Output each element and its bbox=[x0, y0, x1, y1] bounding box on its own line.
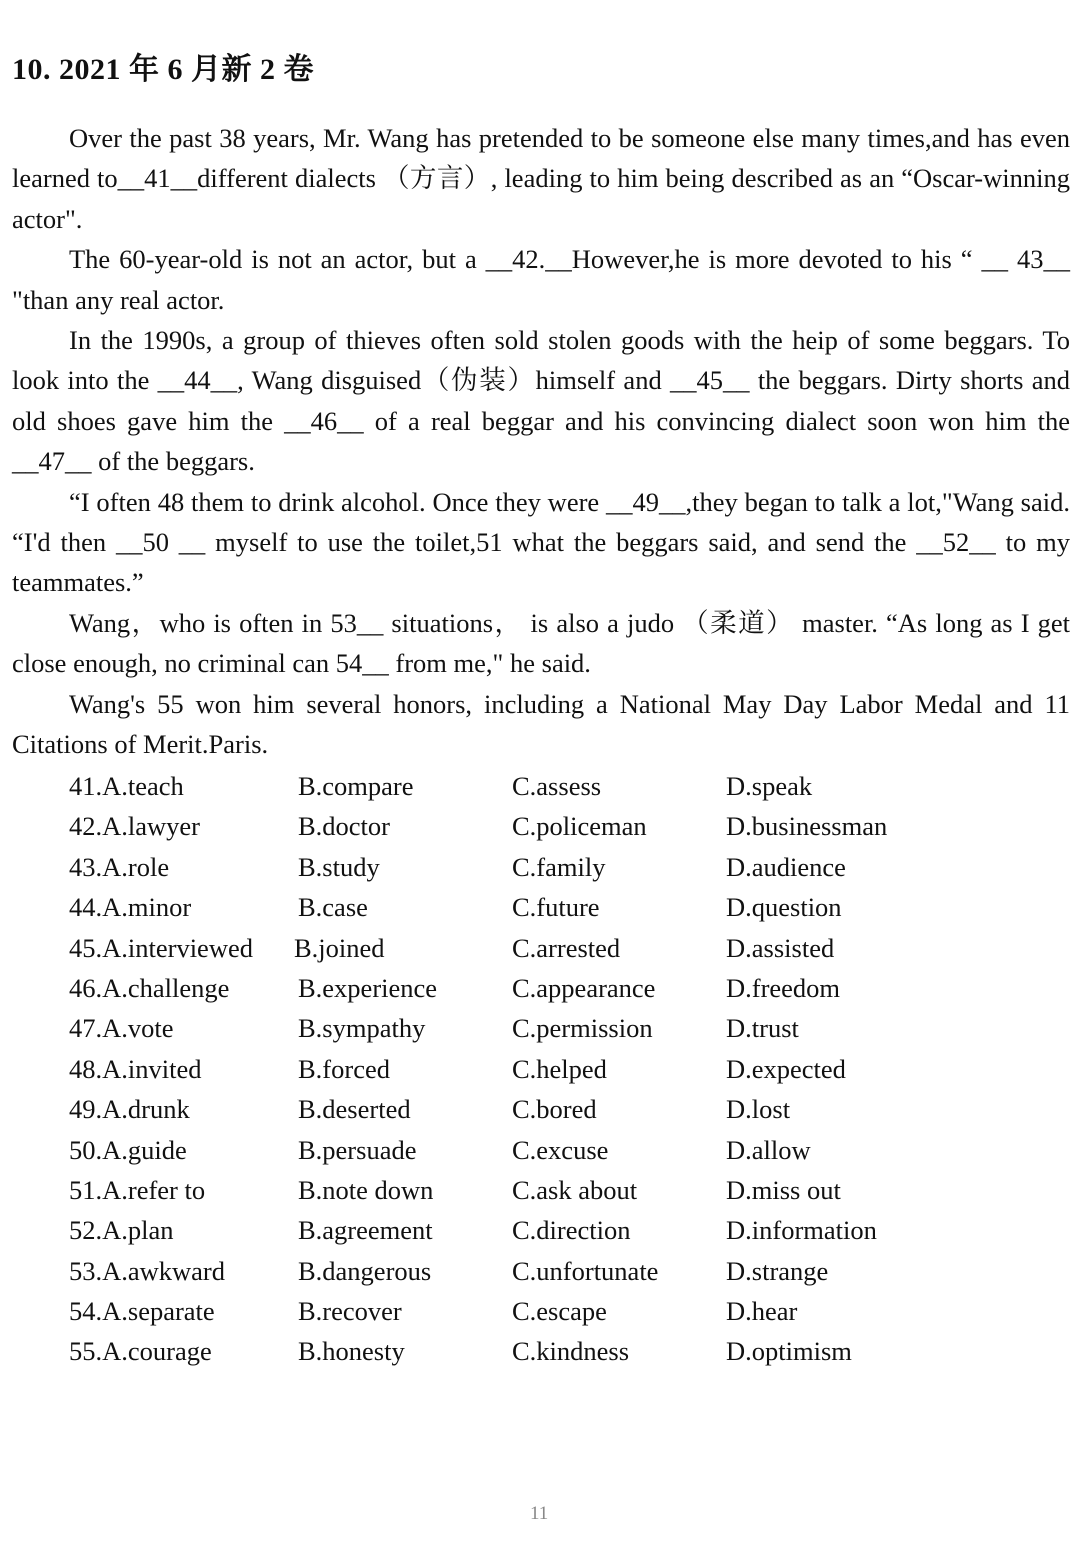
passage-paragraph-6: Wang's 55 won him several honors, including a National May Day Labor Medal and 11 Citations of Merit.Paris. bbox=[12, 688, 1070, 760]
option-b: B.doctor bbox=[298, 811, 390, 842]
option-row-53 bbox=[69, 1251, 1069, 1291]
option-a: 47.A.vote bbox=[69, 1013, 174, 1044]
option-a: 44.A.minor bbox=[69, 892, 192, 923]
passage-paragraph-4: “I often 48 them to drink alcohol. Once they were __49__,they began to talk a lot,"Wang said. “I'd then __50 __ myself to use the toilet,51 what the beggars said, and send the __52__ to my teammates.” bbox=[12, 486, 1070, 598]
option-c: C.direction bbox=[512, 1215, 631, 1246]
option-a: 54.A.separate bbox=[69, 1296, 215, 1327]
option-row-46 bbox=[69, 968, 1069, 1008]
option-d: D.allow bbox=[726, 1134, 811, 1165]
option-c: C.unfortunate bbox=[512, 1255, 659, 1286]
option-row-55 bbox=[69, 1331, 1069, 1371]
option-a: 42.A.lawyer bbox=[69, 811, 200, 842]
option-c: C.arrested bbox=[512, 932, 621, 963]
option-b: B.recover bbox=[298, 1296, 402, 1327]
option-c: C.excuse bbox=[512, 1134, 609, 1165]
option-d: D.miss out bbox=[726, 1174, 841, 1205]
option-d: D.assisted bbox=[726, 932, 835, 963]
option-row-47 bbox=[69, 1008, 1069, 1048]
option-b: B.case bbox=[298, 892, 368, 923]
option-d: D.optimism bbox=[726, 1336, 852, 1367]
passage bbox=[12, 118, 1070, 765]
option-b: B.dangerous bbox=[298, 1255, 432, 1286]
option-c: C.family bbox=[512, 851, 606, 882]
option-d: D.strange bbox=[726, 1255, 829, 1286]
option-c: C.bored bbox=[512, 1094, 597, 1125]
option-a: 46.A.challenge bbox=[69, 972, 230, 1003]
passage-paragraph-2: The 60-year-old is not an actor, but a __42.__However,he is more devoted to his “ __ 43__ "than any real actor. bbox=[12, 244, 1070, 315]
option-a: 41.A.teach bbox=[69, 771, 184, 801]
page-number: 11 bbox=[530, 1503, 549, 1524]
option-c: C.assess bbox=[512, 771, 602, 801]
option-c: C.appearance bbox=[512, 972, 656, 1003]
option-b: B.deserted bbox=[298, 1094, 411, 1125]
option-a: 52.A.plan bbox=[69, 1215, 174, 1246]
option-d: D.businessman bbox=[726, 811, 888, 842]
option-d: D.freedom bbox=[726, 972, 841, 1003]
option-d: D.lost bbox=[726, 1094, 791, 1125]
option-c: C.helped bbox=[512, 1053, 607, 1084]
option-d: D.question bbox=[726, 892, 842, 923]
option-b: B.persuade bbox=[298, 1134, 417, 1165]
option-d: D.trust bbox=[726, 1013, 799, 1044]
option-a: 55.A.courage bbox=[69, 1336, 212, 1367]
option-d: D.speak bbox=[726, 771, 813, 801]
option-d: D.expected bbox=[726, 1053, 846, 1084]
option-row-54 bbox=[69, 1291, 1069, 1331]
option-row-44 bbox=[69, 887, 1069, 927]
option-c: C.permission bbox=[512, 1013, 653, 1044]
option-a: 51.A.refer to bbox=[69, 1174, 206, 1205]
option-row-52 bbox=[69, 1210, 1069, 1250]
option-d: D.audience bbox=[726, 851, 846, 882]
option-c: C.ask about bbox=[512, 1174, 638, 1205]
option-b: B.compare bbox=[298, 771, 414, 801]
option-a: 43.A.role bbox=[69, 851, 170, 882]
option-row-43 bbox=[69, 847, 1069, 887]
option-c: C.kindness bbox=[512, 1336, 630, 1367]
option-d: D.information bbox=[726, 1215, 877, 1246]
option-d: D.hear bbox=[726, 1296, 798, 1327]
option-b: B.agreement bbox=[298, 1215, 433, 1246]
option-row-45 bbox=[69, 928, 1069, 968]
option-row-42 bbox=[69, 806, 1069, 846]
option-a: 50.A.guide bbox=[69, 1134, 187, 1165]
option-row-49 bbox=[69, 1089, 1069, 1129]
answer-options bbox=[69, 766, 1069, 1372]
option-c: C.future bbox=[512, 892, 600, 923]
option-row-51 bbox=[69, 1170, 1069, 1210]
passage-paragraph-5: Wang，who is often in 53__ situations， is also a judo （柔道） master. “As long as I get close enough, no criminal can 54__ from me," he said. bbox=[12, 607, 1070, 679]
passage-paragraph-3: In the 1990s, a group of thieves often sold stolen goods with the heip of some beggars. To look into the __44__, Wang disguised（伪装）himself and __45__ the beggars. Dirty shorts and old shoes gave him the __46__ of a real beggar and his convincing dialect soon won him the __47__ of the beggars. bbox=[12, 325, 1070, 477]
option-b: B.joined bbox=[294, 932, 385, 963]
option-a: 53.A.awkward bbox=[69, 1255, 226, 1286]
option-c: C.escape bbox=[512, 1296, 607, 1327]
option-row-50 bbox=[69, 1130, 1069, 1170]
section-title: 10. 2021 年 6 月新 2 卷 bbox=[12, 53, 314, 86]
option-b: B.study bbox=[298, 851, 380, 882]
option-a: 45.A.interviewed bbox=[69, 932, 253, 963]
option-c: C.policeman bbox=[512, 811, 647, 842]
option-a: 49.A.drunk bbox=[69, 1094, 190, 1125]
passage-paragraph-1: Over the past 38 years, Mr. Wang has pretended to be someone else many times,and has even learned to__41__different dialects （方言）, leading to him being described as an “Oscar-winning actor". bbox=[12, 123, 1070, 234]
option-b: B.sympathy bbox=[298, 1013, 426, 1044]
option-row-48 bbox=[69, 1049, 1069, 1089]
option-b: B.note down bbox=[298, 1174, 434, 1205]
option-row-41 bbox=[69, 766, 1069, 806]
option-a: 48.A.invited bbox=[69, 1053, 202, 1084]
option-b: B.forced bbox=[298, 1053, 390, 1084]
option-b: B.honesty bbox=[298, 1336, 405, 1367]
option-b: B.experience bbox=[298, 972, 438, 1003]
